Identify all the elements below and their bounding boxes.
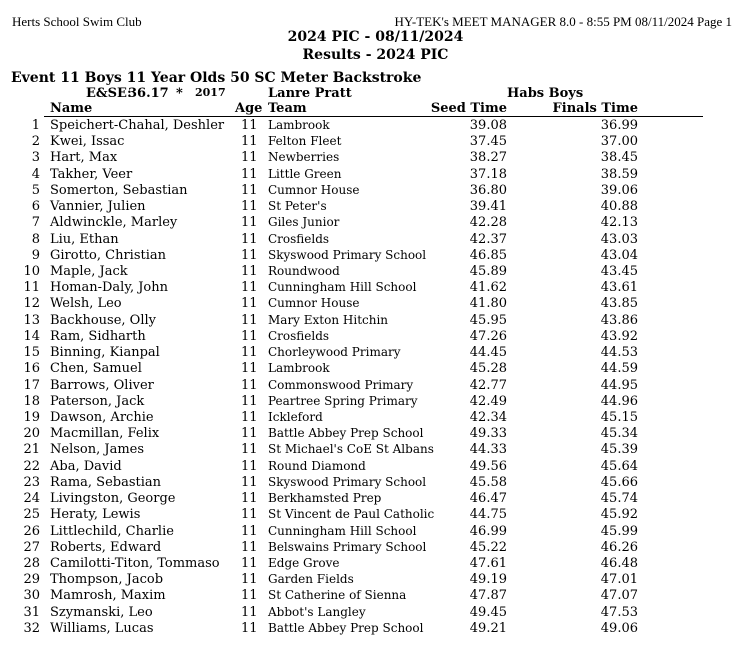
result-place: 14 [23,328,40,344]
result-finals-time: 43.45 [600,263,638,279]
result-name: Chen, Samuel [50,361,142,377]
result-team: Giles Junior [268,215,340,230]
table-row [0,621,751,637]
table-row [0,361,751,377]
result-place: 24 [23,491,40,507]
result-seed-time: 44.33 [469,442,507,458]
result-name: Hart, Max [50,150,118,166]
result-place: 18 [23,393,40,409]
result-team: Skyswood Primary School [268,474,427,489]
result-seed-time: 39.41 [469,199,507,215]
result-seed-time: 45.95 [469,312,507,328]
result-finals-time: 45.99 [600,523,638,539]
result-finals-time: 46.26 [600,539,638,555]
result-name: Backhouse, Olly [50,312,156,328]
record-time: 36.17 [128,86,169,101]
result-name: Barrows, Oliver [50,377,154,393]
result-seed-time: 47.61 [469,555,507,571]
result-finals-time: 36.99 [600,118,638,133]
result-team: St Peter's [268,199,327,214]
table-row [0,572,751,588]
result-name: Camilotti-Titon, Tommaso [50,555,220,571]
table-row [0,296,751,312]
result-name: Kwei, Issac [50,134,125,150]
result-age: 11 [241,539,258,555]
table-row [0,232,751,248]
result-place: 22 [23,458,40,474]
result-place: 5 [31,182,40,198]
result-age: 11 [241,345,258,361]
result-finals-time: 43.04 [600,247,638,263]
result-finals-time: 43.61 [600,280,638,296]
result-name: Rama, Sebastian [50,474,162,490]
result-team: Chorleywood Primary [268,345,401,360]
result-age: 11 [241,328,258,344]
table-row [0,524,751,540]
result-seed-time: 42.37 [469,231,507,247]
result-seed-time: 47.87 [469,588,507,604]
result-seed-time: 47.26 [469,328,507,344]
table-row [0,313,751,329]
result-seed-time: 39.08 [469,118,507,133]
result-team: Roundwood [268,263,340,278]
result-age: 11 [241,118,258,133]
result-team: St Michael's CoE St Albans [268,442,434,457]
table-row [0,394,751,410]
result-name: Dawson, Archie [50,409,154,425]
result-finals-time: 49.06 [600,620,638,636]
result-team: Garden Fields [268,572,354,587]
result-finals-time: 44.95 [600,377,638,393]
result-age: 11 [241,166,258,182]
result-name: Liu, Ethan [50,231,119,247]
table-row [0,459,751,475]
result-name: Thompson, Jacob [50,572,164,588]
result-age: 11 [241,507,258,523]
result-place: 12 [23,296,40,312]
table-row [0,134,751,150]
result-place: 20 [23,426,40,442]
result-place: 9 [31,247,40,263]
result-name: Vannier, Julien [50,199,146,215]
table-row [0,426,751,442]
result-finals-time: 45.34 [600,426,638,442]
result-seed-time: 38.27 [469,150,507,166]
result-finals-time: 45.15 [600,409,638,425]
result-place: 26 [23,523,40,539]
results-title: Results - 2024 PIC [302,47,449,63]
result-team: Lambrook [268,118,330,132]
result-seed-time: 37.45 [469,134,507,150]
event-title: Event 11 Boys 11 Year Olds 50 SC Meter Backstroke [11,70,422,86]
result-age: 11 [241,555,258,571]
result-place: 10 [23,263,40,279]
result-finals-time: 42.13 [600,215,638,231]
result-team: Lambrook [268,361,330,376]
result-place: 31 [23,604,40,620]
result-place: 2 [31,134,40,150]
result-seed-time: 42.49 [469,393,507,409]
result-place: 15 [23,345,40,361]
result-finals-time: 38.59 [600,166,638,182]
club-name: Herts School Swim Club [12,14,142,29]
record-label: E&SE: [86,86,132,101]
table-row [0,329,751,345]
result-age: 11 [241,393,258,409]
result-team: St Catherine of Sienna [268,588,407,603]
result-finals-time: 47.07 [600,588,638,604]
result-place: 29 [23,572,40,588]
result-finals-time: 38.45 [600,150,638,166]
result-finals-time: 45.66 [600,474,638,490]
table-row [0,540,751,556]
table-row [0,588,751,604]
result-age: 11 [241,620,258,636]
result-seed-time: 42.28 [469,215,507,231]
result-seed-time: 41.62 [469,280,507,296]
result-age: 11 [241,361,258,377]
result-place: 1 [31,118,40,133]
result-team: Edge Grove [268,555,340,570]
table-row [0,556,751,572]
result-name: Williams, Lucas [50,620,154,636]
column-header-seed-time: Seed Time [430,101,507,116]
result-age: 11 [241,442,258,458]
result-age: 11 [241,588,258,604]
table-row [0,150,751,166]
header-divider [44,116,703,117]
result-seed-time: 42.34 [469,409,507,425]
result-team: Commonswood Primary [268,377,414,392]
result-finals-time: 46.48 [600,555,638,571]
table-row [0,280,751,296]
table-row [0,410,751,426]
result-finals-time: 45.64 [600,458,638,474]
result-age: 11 [241,491,258,507]
column-header-finals-time: Finals Time [552,101,638,116]
result-seed-time: 46.99 [469,523,507,539]
result-team: Mary Exton Hitchin [268,312,389,327]
result-finals-time: 44.53 [600,345,638,361]
result-seed-time: 37.18 [469,166,507,182]
result-seed-time: 45.58 [469,474,507,490]
result-team: Cumnor House [268,182,360,197]
column-header-age: Age [235,101,263,116]
result-place: 3 [31,150,40,166]
result-team: Crosfields [268,328,330,343]
result-name: Littlechild, Charlie [50,523,174,539]
result-team: St Vincent de Paul Catholic [268,507,435,522]
result-name: Roberts, Edward [50,539,162,555]
table-row [0,183,751,199]
result-place: 21 [23,442,40,458]
table-row [0,199,751,215]
result-name: Mamrosh, Maxim [50,588,166,604]
result-seed-time: 49.56 [469,458,507,474]
result-team: Battle Abbey Prep School [268,620,424,635]
column-header-team: Team [268,101,307,116]
result-place: 28 [23,555,40,571]
result-age: 11 [241,523,258,539]
result-place: 25 [23,507,40,523]
table-row [0,118,751,134]
record-year: 2017 [195,86,226,99]
result-age: 11 [241,312,258,328]
result-seed-time: 36.80 [469,182,507,198]
result-finals-time: 44.96 [600,393,638,409]
result-age: 11 [241,377,258,393]
result-finals-time: 45.92 [600,507,638,523]
result-team: Round Diamond [268,458,366,473]
result-seed-time: 49.33 [469,426,507,442]
result-place: 7 [31,215,40,231]
result-name: Maple, Jack [50,263,128,279]
result-seed-time: 45.89 [469,263,507,279]
result-age: 11 [241,263,258,279]
column-header-name: Name [50,101,93,116]
result-seed-time: 46.47 [469,491,507,507]
table-row [0,475,751,491]
result-name: Girotto, Christian [50,247,166,263]
result-team: Newberries [268,150,340,165]
result-name: Livingston, George [50,491,176,507]
result-age: 11 [241,426,258,442]
result-seed-time: 45.22 [469,539,507,555]
result-place: 17 [23,377,40,393]
result-name: Heraty, Lewis [50,507,141,523]
result-age: 11 [241,474,258,490]
result-seed-time: 41.80 [469,296,507,312]
result-seed-time: 44.45 [469,345,507,361]
record-holder: Lanre Pratt [268,86,352,101]
result-team: Cumnor House [268,296,360,311]
table-row [0,378,751,394]
result-team: Crosfields [268,231,330,246]
table-row [0,345,751,361]
result-age: 11 [241,199,258,215]
table-row [0,507,751,523]
result-name: Nelson, James [50,442,145,458]
result-team: Ickleford [268,409,323,424]
result-place: 27 [23,539,40,555]
table-row [0,264,751,280]
result-finals-time: 39.06 [600,182,638,198]
result-age: 11 [241,231,258,247]
result-finals-time: 43.85 [600,296,638,312]
table-row [0,605,751,621]
result-finals-time: 37.00 [600,134,638,150]
result-place: 23 [23,474,40,490]
result-team: Abbot's Langley [268,604,366,619]
result-age: 11 [241,409,258,425]
result-seed-time: 44.75 [469,507,507,523]
result-finals-time: 44.59 [600,361,638,377]
result-finals-time: 40.88 [600,199,638,215]
result-finals-time: 43.86 [600,312,638,328]
result-place: 8 [31,231,40,247]
table-row [0,248,751,264]
result-age: 11 [241,296,258,312]
result-finals-time: 47.01 [600,572,638,588]
result-finals-time: 45.39 [600,442,638,458]
result-team: Berkhamsted Prep [268,491,382,506]
result-name: Takher, Veer [50,166,133,182]
table-row [0,491,751,507]
result-place: 13 [23,312,40,328]
result-name: Szymanski, Leo [50,604,153,620]
result-team: Felton Fleet [268,134,342,149]
result-name: Paterson, Jack [50,393,145,409]
result-name: Speichert-Chahal, Deshler [50,118,225,133]
result-team: Belswains Primary School [268,539,427,554]
result-age: 11 [241,182,258,198]
table-row [0,442,751,458]
result-place: 11 [23,280,40,296]
result-name: Aba, David [50,458,122,474]
result-finals-time: 45.74 [600,491,638,507]
result-finals-time: 47.53 [600,604,638,620]
result-place: 32 [23,620,40,636]
result-age: 11 [241,458,258,474]
result-age: 11 [241,280,258,296]
result-age: 11 [241,572,258,588]
result-name: Ram, Sidharth [50,328,146,344]
result-name: Aldwinckle, Marley [50,215,178,231]
result-finals-time: 43.92 [600,328,638,344]
result-name: Binning, Kianpal [50,345,160,361]
result-name: Welsh, Leo [50,296,122,312]
table-row [0,167,751,183]
result-seed-time: 45.28 [469,361,507,377]
result-team: Battle Abbey Prep School [268,426,424,441]
result-age: 11 [241,247,258,263]
result-team: Peartree Spring Primary [268,393,418,408]
result-name: Macmillan, Felix [50,426,160,442]
result-place: 16 [23,361,40,377]
result-name: Somerton, Sebastian [50,182,188,198]
result-seed-time: 49.45 [469,604,507,620]
table-row [0,215,751,231]
result-name: Homan-Daly, John [50,280,169,296]
result-seed-time: 49.19 [469,572,507,588]
result-place: 30 [23,588,40,604]
meet-title: 2024 PIC - 08/11/2024 [287,29,464,45]
record-star: * [176,86,183,101]
result-age: 11 [241,150,258,166]
result-place: 19 [23,409,40,425]
result-age: 11 [241,215,258,231]
result-team: Little Green [268,166,342,181]
result-seed-time: 46.85 [469,247,507,263]
result-team: Cunningham Hill School [268,523,417,538]
result-place: 4 [31,166,40,182]
result-age: 11 [241,604,258,620]
result-seed-time: 49.21 [469,620,507,636]
result-team: Skyswood Primary School [268,247,427,262]
software-header: HY-TEK's MEET MANAGER 8.0 - 8:55 PM 08/11/2024 Page 1 [394,14,732,29]
result-seed-time: 42.77 [469,377,507,393]
result-finals-time: 43.03 [600,231,638,247]
result-place: 6 [31,199,40,215]
record-team: Habs Boys [507,86,584,101]
result-age: 11 [241,134,258,150]
result-team: Cunningham Hill School [268,280,417,295]
